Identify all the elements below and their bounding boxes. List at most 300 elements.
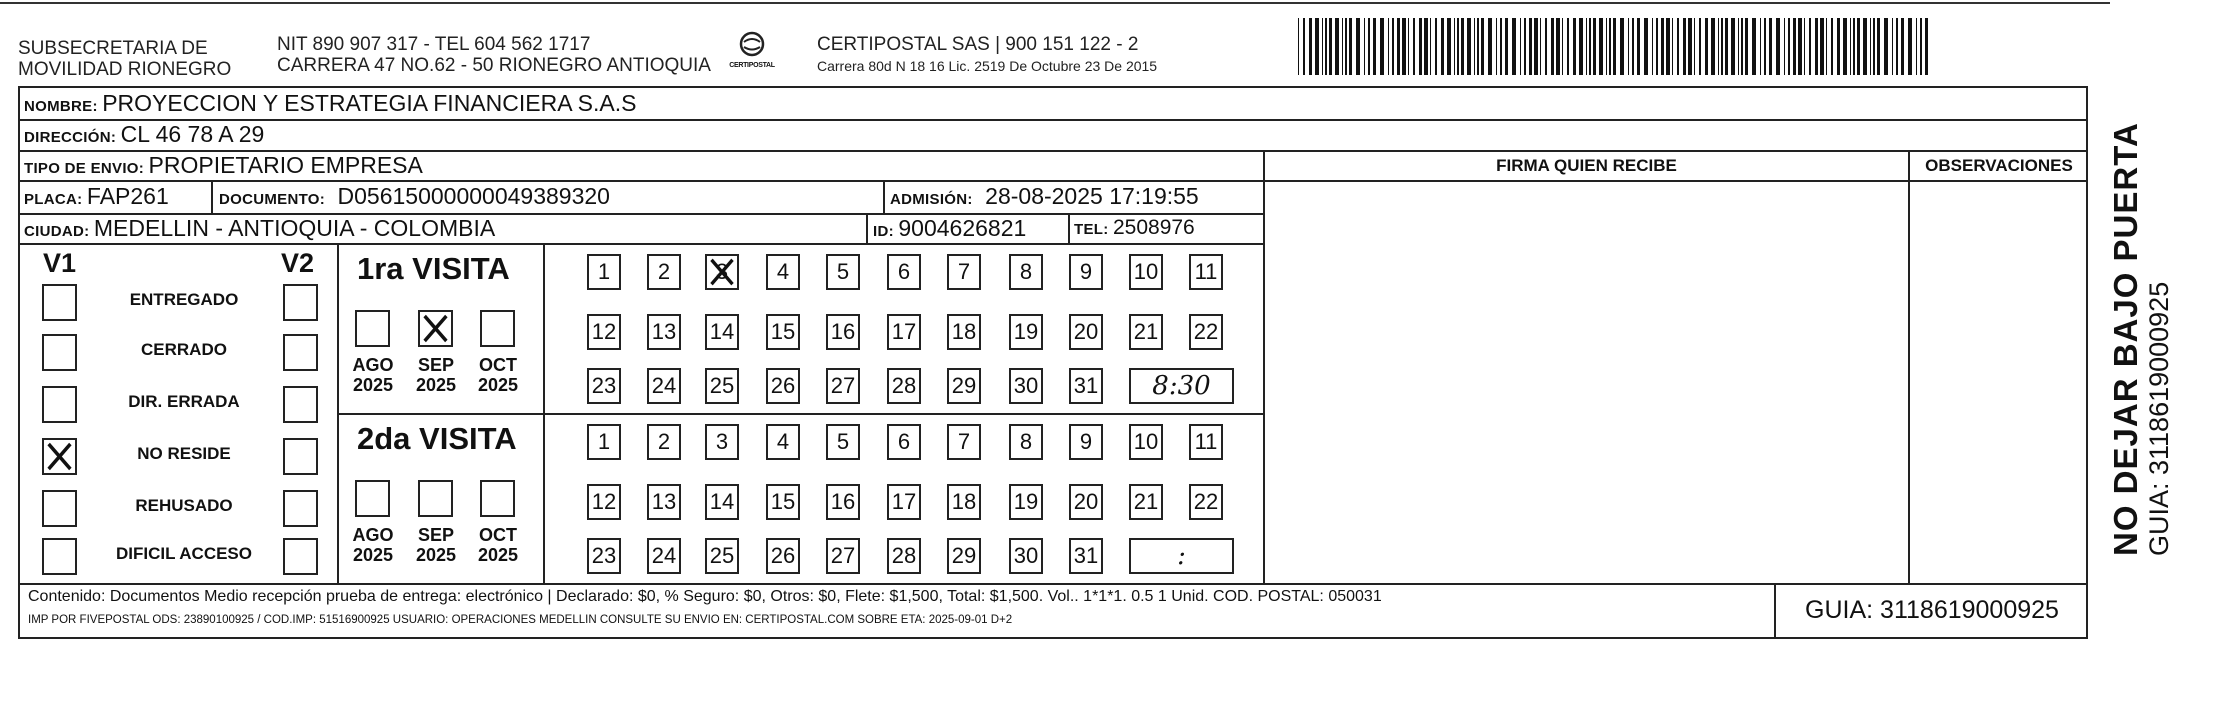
day-cell[interactable] — [947, 538, 981, 574]
day-number: 2 — [657, 259, 671, 284]
nit-block — [277, 34, 711, 76]
barcode-bar — [1402, 18, 1406, 75]
placa-value: FAP261 — [86, 183, 169, 209]
barcode-bar — [1721, 18, 1723, 75]
day-number: 12 — [591, 319, 617, 344]
day-cell[interactable] — [947, 254, 981, 290]
placa-row — [24, 183, 169, 210]
day-number: 25 — [709, 543, 735, 568]
receipt-divider — [1908, 150, 1910, 583]
day-number: 13 — [651, 489, 677, 514]
barcode-bar — [1413, 18, 1415, 75]
day-cell[interactable] — [826, 368, 860, 404]
status-label: DIFICIL ACCESO — [115, 544, 252, 563]
day-number: 26 — [770, 543, 796, 568]
barcode-bar — [1512, 18, 1516, 75]
barcode-bar — [1666, 18, 1670, 75]
day-cell[interactable] — [647, 368, 681, 404]
day-number: 4 — [776, 259, 790, 284]
barcode-bar — [1843, 18, 1847, 75]
barcode-bar — [1524, 18, 1526, 75]
day-number: 7 — [957, 259, 971, 284]
day-cell[interactable] — [947, 314, 981, 350]
day-number: 19 — [1013, 319, 1039, 344]
barcode-bar — [1628, 18, 1629, 75]
barcode-bar — [1397, 18, 1400, 75]
barcode-bar — [1329, 18, 1332, 75]
month-checkbox[interactable] — [355, 310, 390, 347]
barcode-bar — [1688, 18, 1692, 75]
month-name: OCT — [479, 525, 517, 545]
day-cell[interactable] — [766, 538, 800, 574]
barcode-bar — [1738, 18, 1739, 75]
day-cell[interactable] — [1129, 484, 1163, 520]
placa-label: PLACA: — [24, 191, 83, 208]
day-number: 29 — [951, 543, 977, 568]
day-number: 21 — [1133, 489, 1159, 514]
barcode-bar — [1826, 18, 1827, 75]
day-cell[interactable] — [1009, 368, 1043, 404]
barcode-bar — [1776, 18, 1780, 75]
day-cell[interactable] — [947, 484, 981, 520]
barcode-bar — [1408, 18, 1409, 75]
footer-line-2: IMP POR FIVEPOSTAL ODS: 23890100925 / COD.IMP: 51516900925 USUARIO: OPERACIONES MEDELLIN CONSULTE SU ENVIO EN: CERTIPOSTAL.COM SOBRE ETA: 2025-09-01 D+2 — [28, 614, 1013, 626]
day-number: 3 — [715, 429, 729, 454]
day-number: 17 — [891, 489, 917, 514]
nombre-row — [24, 90, 636, 117]
row-divider — [18, 180, 1263, 182]
day-number: 20 — [1073, 489, 1099, 514]
barcode-bar — [1644, 18, 1648, 75]
barcode-bar — [1884, 18, 1888, 75]
day-number: 8 — [1019, 429, 1033, 454]
receipt-divider — [1263, 150, 1265, 583]
barcode-bar — [1325, 18, 1327, 75]
status-v2-checkbox[interactable] — [283, 490, 318, 527]
barcode-bar — [1540, 18, 1541, 75]
day-number: 24 — [651, 373, 677, 398]
day-cell[interactable] — [647, 538, 681, 574]
barcode-bar — [1380, 18, 1384, 75]
day-number: 24 — [651, 543, 677, 568]
barcode-bar — [1798, 18, 1802, 75]
day-cell[interactable] — [587, 538, 621, 574]
day-cell[interactable] — [1189, 254, 1223, 290]
day-cell[interactable] — [1069, 424, 1103, 460]
day-cell[interactable] — [766, 368, 800, 404]
day-cell[interactable] — [705, 314, 739, 350]
status-label: NO RESIDE — [137, 444, 231, 463]
barcode-bar — [1908, 18, 1912, 75]
barcode-bar — [1764, 18, 1766, 75]
barcode-bar — [1322, 18, 1323, 75]
x-mark-icon — [420, 312, 451, 345]
firma-header: FIRMA QUIEN RECIBE — [1496, 156, 1677, 175]
month-name: AGO — [352, 355, 394, 375]
day-cell[interactable] — [1069, 484, 1103, 520]
day-cell[interactable] — [887, 314, 921, 350]
day-number: 17 — [891, 319, 917, 344]
barcode-bar — [1896, 18, 1898, 75]
visit-divider — [337, 413, 1263, 415]
day-cell[interactable] — [826, 254, 860, 290]
day-cell[interactable] — [1009, 424, 1043, 460]
month-label — [343, 355, 403, 395]
status-v1-checkbox[interactable] — [42, 386, 77, 423]
time-field[interactable]: 8:30 — [1129, 368, 1234, 404]
barcode-bar — [1609, 18, 1611, 75]
day-cell[interactable] — [1069, 538, 1103, 574]
barcode-bar — [1925, 18, 1928, 75]
courier-block — [817, 34, 1157, 75]
barcode-bar — [1457, 18, 1459, 75]
direccion-value: CL 46 78 A 29 — [120, 121, 265, 147]
barcode-bar — [1345, 18, 1347, 75]
time-field[interactable]: : — [1129, 538, 1234, 574]
admision-row — [890, 183, 1199, 210]
day-cell[interactable] — [1009, 254, 1043, 290]
barcode-bar — [1567, 18, 1569, 75]
barcode-bar — [1788, 18, 1790, 75]
day-cell[interactable] — [705, 424, 739, 460]
day-cell[interactable] — [766, 254, 800, 290]
v2-label: V2 — [281, 248, 315, 278]
barcode-bar — [1356, 18, 1360, 75]
barcode-bar — [1815, 18, 1818, 75]
status-label: REHUSADO — [135, 496, 233, 515]
logo-text: CERTIPOSTAL — [729, 62, 775, 69]
barcode-bar — [1853, 18, 1855, 75]
footer-line-1: Contenido: Documentos Medio recepción prueba de entrega: electrónico | Declarado: $0, % Seguro: $0, Otros: $0, Flete: $1,500, Total: $1,500. Vol.. 1*1*1. 0.5 1 Unid. COD. POSTAL: 050031 — [28, 588, 1382, 605]
day-cell[interactable] — [887, 424, 921, 460]
day-number: 27 — [830, 373, 856, 398]
barcode-bar — [1677, 18, 1679, 75]
month-label — [406, 355, 466, 395]
day-cell[interactable] — [826, 538, 860, 574]
day-cell[interactable] — [1129, 254, 1163, 290]
barcode-bar — [1873, 18, 1875, 75]
day-cell[interactable] — [647, 484, 681, 520]
day-cell[interactable] — [1069, 314, 1103, 350]
barcode-bar — [1447, 18, 1451, 75]
barcode-bar — [1837, 18, 1840, 75]
barcode-bar — [1315, 18, 1319, 75]
day-cell[interactable] — [587, 424, 621, 460]
side-text — [2108, 96, 2174, 556]
day-number: 22 — [1193, 319, 1219, 344]
status-v1-checkbox[interactable] — [42, 334, 77, 371]
day-cell[interactable] — [887, 368, 921, 404]
nombre-label: NOMBRE: — [24, 98, 98, 115]
ciudad-value: MEDELLIN - ANTIOQUIA - COLOMBIA — [93, 215, 496, 241]
status-v2-checkbox[interactable] — [283, 538, 318, 575]
row-divider — [18, 119, 2088, 121]
documento-value: D05615000000049389320 — [337, 183, 610, 209]
barcode-bar — [1303, 18, 1305, 75]
month-name: SEP — [417, 525, 455, 545]
barcode-bar — [1467, 18, 1471, 75]
col-divider — [1068, 213, 1070, 244]
org-line-1: SUBSECRETARIA DE — [18, 38, 208, 59]
barcode-bar — [1793, 18, 1796, 75]
day-cell[interactable] — [705, 368, 739, 404]
day-number: 14 — [709, 319, 735, 344]
barcode-bar — [1652, 18, 1653, 75]
month-checkbox[interactable] — [418, 480, 453, 517]
barcode-bar — [1699, 18, 1701, 75]
day-cell[interactable] — [705, 254, 739, 290]
barcode-bar — [1500, 18, 1502, 75]
barcode-bar — [1741, 18, 1743, 75]
day-number: 2 — [657, 429, 671, 454]
day-cell[interactable] — [587, 254, 621, 290]
barcode-bar — [1441, 18, 1444, 75]
id-label: ID: — [873, 223, 894, 240]
month-checkbox[interactable] — [480, 310, 515, 347]
day-cell[interactable] — [1069, 368, 1103, 404]
day-cell[interactable] — [947, 424, 981, 460]
barcode-bar — [1488, 18, 1492, 75]
day-cell[interactable] — [1009, 484, 1043, 520]
barcode-bar — [1562, 18, 1563, 75]
status-label: DIR. ERRADA — [128, 392, 240, 411]
footer-guia: GUIA: 3118619000925 — [1805, 596, 2059, 624]
footer-rule — [18, 583, 2088, 585]
day-number: 11 — [1194, 429, 1218, 454]
day-cell[interactable] — [947, 368, 981, 404]
documento-row — [219, 183, 610, 210]
direccion-row — [24, 121, 264, 148]
day-cell[interactable] — [766, 314, 800, 350]
status-v2-checkbox[interactable] — [283, 334, 318, 371]
barcode-bar — [1573, 18, 1576, 75]
barcode-bar — [1892, 18, 1893, 75]
barcode-bar — [1477, 18, 1479, 75]
barcode-bar — [1556, 18, 1560, 75]
day-cell[interactable] — [647, 314, 681, 350]
day-cell[interactable] — [826, 424, 860, 460]
barcode-bar — [1496, 18, 1497, 75]
status-label: ENTREGADO — [129, 290, 239, 309]
day-number: 6 — [897, 259, 911, 284]
month-year: 2025 — [477, 545, 519, 565]
nit-line-2: CARRERA 47 NO.62 - 50 RIONEGRO ANTIOQUIA — [277, 55, 711, 76]
barcode-bar — [1481, 18, 1484, 75]
barcode-bar — [1850, 18, 1851, 75]
tel-value: 2508976 — [1112, 216, 1195, 239]
barcode-bar — [1349, 18, 1352, 75]
day-number: 26 — [770, 373, 796, 398]
barcode-bar — [1857, 18, 1860, 75]
day-cell[interactable] — [887, 538, 921, 574]
barcode-bar — [1599, 18, 1603, 75]
barcode-bar — [1632, 18, 1634, 75]
day-number: 31 — [1073, 373, 1099, 398]
day-number: 6 — [897, 429, 911, 454]
courier-line-1: CERTIPOSTAL SAS | 900 151 122 - 2 — [817, 34, 1139, 55]
month-year: 2025 — [477, 375, 519, 395]
barcode-bar — [1711, 18, 1715, 75]
ciudad-label: CIUDAD: — [24, 223, 90, 240]
barcode — [1298, 18, 1932, 75]
status-v2-checkbox[interactable] — [283, 438, 318, 475]
month-label — [468, 355, 528, 395]
status-v1-checkbox[interactable] — [42, 284, 77, 321]
day-number: 27 — [830, 543, 856, 568]
observaciones-header: OBSERVACIONES — [1925, 156, 2073, 175]
id-value: 9004626821 — [898, 215, 1027, 241]
day-number: 8 — [1019, 259, 1033, 284]
day-cell[interactable] — [587, 484, 621, 520]
status-v1-checkbox[interactable] — [42, 538, 77, 575]
barcode-bar — [1725, 18, 1728, 75]
tipo-label: TIPO DE ENVIO: — [24, 160, 145, 177]
direccion-label: DIRECCIÓN: — [24, 129, 117, 146]
day-number: 21 — [1133, 319, 1159, 344]
tel-label: TEL: — [1074, 221, 1109, 238]
day-cell[interactable] — [1069, 254, 1103, 290]
barcode-bar — [1613, 18, 1616, 75]
barcode-bar — [1368, 18, 1370, 75]
nombre-value: PROYECCION Y ESTRATEGIA FINANCIERA S.A.S — [102, 90, 637, 116]
day-number: 11 — [1194, 259, 1218, 284]
barcode-bar — [1586, 18, 1587, 75]
barcode-bar — [1901, 18, 1904, 75]
day-number: 5 — [836, 429, 850, 454]
day-cell[interactable] — [587, 368, 621, 404]
month-year: 2025 — [352, 545, 394, 565]
month-label — [468, 525, 528, 565]
day-cell[interactable] — [1189, 484, 1223, 520]
day-number: 20 — [1073, 319, 1099, 344]
barcode-bar — [1661, 18, 1664, 75]
month-year: 2025 — [415, 375, 457, 395]
day-cell[interactable] — [705, 538, 739, 574]
barcode-bar — [1579, 18, 1583, 75]
barcode-bar — [1683, 18, 1686, 75]
day-number: 10 — [1133, 429, 1159, 454]
barcode-bar — [1916, 18, 1917, 75]
day-number: 7 — [957, 429, 971, 454]
barcode-bar — [1309, 18, 1312, 75]
barcode-bar — [1718, 18, 1719, 75]
month-checkbox[interactable] — [480, 480, 515, 517]
day-cell[interactable] — [887, 484, 921, 520]
barcode-bar — [1342, 18, 1343, 75]
day-number: 29 — [951, 373, 977, 398]
x-mark-icon — [707, 256, 737, 288]
org-name — [18, 38, 231, 80]
month-year: 2025 — [352, 375, 394, 395]
status-v1-checkbox[interactable] — [42, 438, 77, 475]
day-cell[interactable] — [1009, 538, 1043, 574]
barcode-bar — [1870, 18, 1871, 75]
visit-title: 1ra VISITA — [357, 251, 510, 286]
status-v1-checkbox[interactable] — [42, 490, 77, 527]
day-cell[interactable] — [826, 314, 860, 350]
barcode-bar — [1298, 18, 1299, 75]
admision-label: ADMISIÓN: — [890, 191, 973, 208]
barcode-bar — [1335, 18, 1339, 75]
day-number: 5 — [836, 259, 850, 284]
side-warning: NO DEJAR BAJO PUERTA — [2107, 122, 2144, 556]
day-number: 16 — [830, 489, 856, 514]
day-cell[interactable] — [1129, 424, 1163, 460]
day-cell[interactable] — [705, 484, 739, 520]
day-cell[interactable] — [826, 484, 860, 520]
barcode-bar — [1461, 18, 1464, 75]
barcode-bar — [1820, 18, 1824, 75]
day-number: 23 — [591, 543, 617, 568]
barcode-bar — [1373, 18, 1376, 75]
day-cell[interactable] — [647, 254, 681, 290]
day-number: 15 — [770, 489, 796, 514]
barcode-bar — [1731, 18, 1735, 75]
day-cell[interactable] — [1129, 314, 1163, 350]
barcode-bar — [1637, 18, 1640, 75]
visit-title: 2da VISITA — [357, 421, 517, 456]
day-number: 18 — [951, 489, 977, 514]
barcode-bar — [1593, 18, 1596, 75]
top-rule — [0, 2, 2110, 4]
barcode-bar — [1784, 18, 1785, 75]
barcode-bar — [1752, 18, 1756, 75]
barcode-bar — [1545, 18, 1547, 75]
day-number: 30 — [1013, 373, 1039, 398]
month-year: 2025 — [415, 545, 457, 565]
day-cell[interactable] — [766, 484, 800, 520]
receipt-header-rule — [1263, 180, 2088, 182]
month-checkbox[interactable] — [355, 480, 390, 517]
month-checkbox[interactable] — [418, 310, 453, 347]
barcode-bar — [1694, 18, 1695, 75]
day-number: 3 — [715, 259, 729, 284]
day-cell[interactable] — [766, 424, 800, 460]
month-name: OCT — [479, 355, 517, 375]
day-number: 22 — [1193, 489, 1219, 514]
month-name: AGO — [352, 525, 394, 545]
status-v2-checkbox[interactable] — [283, 386, 318, 423]
day-cell[interactable] — [587, 314, 621, 350]
day-number: 1 — [597, 429, 611, 454]
day-cell[interactable] — [647, 424, 681, 460]
day-cell[interactable] — [1189, 424, 1223, 460]
day-number: 30 — [1013, 543, 1039, 568]
day-number: 9 — [1079, 429, 1093, 454]
month-name: SEP — [417, 355, 455, 375]
tipo-value: PROPIETARIO EMPRESA — [148, 152, 423, 178]
day-number: 18 — [951, 319, 977, 344]
day-cell[interactable] — [1009, 314, 1043, 350]
barcode-bar — [1435, 18, 1437, 75]
barcode-bar — [1831, 18, 1833, 75]
day-cell[interactable] — [887, 254, 921, 290]
barcode-bar — [1804, 18, 1805, 75]
day-cell[interactable] — [1189, 314, 1223, 350]
courier-line-2: Carrera 80d N 18 16 Lic. 2519 De Octubre 23 De 2015 — [817, 58, 1158, 74]
day-number: 12 — [591, 489, 617, 514]
barcode-bar — [1529, 18, 1532, 75]
status-v2-checkbox[interactable] — [283, 284, 318, 321]
day-number: 9 — [1079, 259, 1093, 284]
barcode-bar — [1620, 18, 1624, 75]
v1-label: V1 — [43, 248, 77, 278]
barcode-bar — [1809, 18, 1811, 75]
day-number: 23 — [591, 373, 617, 398]
barcode-bar — [1863, 18, 1867, 75]
day-number: 25 — [709, 373, 735, 398]
barcode-bar — [1920, 18, 1922, 75]
